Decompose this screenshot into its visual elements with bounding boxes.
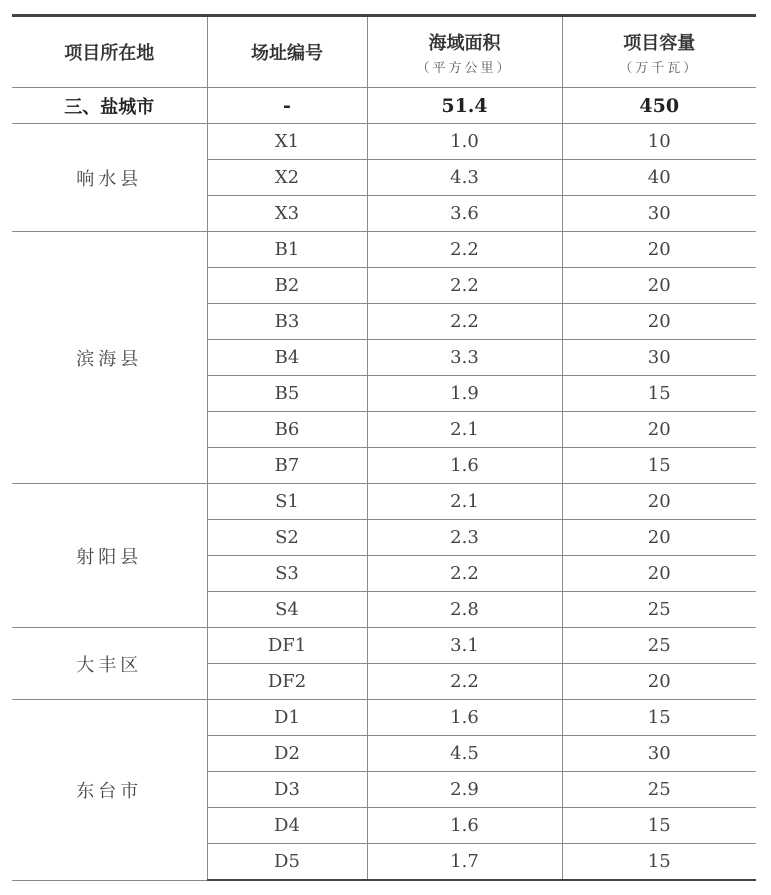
capacity-cell: 20 xyxy=(562,268,756,304)
site-id-cell: B7 xyxy=(207,448,367,484)
site-id-cell: B1 xyxy=(207,232,367,268)
sea-area-cell: 1.6 xyxy=(367,700,562,736)
sea-area-cell: 1.0 xyxy=(367,124,562,160)
site-id-cell: D2 xyxy=(207,736,367,772)
sea-area-cell: 2.1 xyxy=(367,412,562,448)
table-row xyxy=(12,232,756,268)
site-id-cell: D5 xyxy=(207,844,367,881)
sea-area-cell: 1.6 xyxy=(367,808,562,844)
header-capacity-unit: （万千瓦） xyxy=(619,60,700,76)
sea-area-cell: 2.2 xyxy=(367,664,562,700)
site-id-cell: B2 xyxy=(207,268,367,304)
sea-area-cell: 3.6 xyxy=(367,196,562,232)
sea-area-cell: 2.9 xyxy=(367,772,562,808)
site-id-cell: D1 xyxy=(207,700,367,736)
county-cell: 响水县 xyxy=(12,124,207,232)
site-id-cell: DF1 xyxy=(207,628,367,664)
header-location: 项目所在地 xyxy=(12,16,207,88)
sea-area-cell: 1.7 xyxy=(367,844,562,881)
header-row xyxy=(12,16,756,88)
table-row xyxy=(12,124,756,160)
capacity-cell: 15 xyxy=(562,808,756,844)
capacity-cell: 40 xyxy=(562,160,756,196)
capacity-cell: 15 xyxy=(562,844,756,881)
header-capacity: 项目容量 （万千瓦） xyxy=(562,16,756,88)
capacity-cell: 30 xyxy=(562,196,756,232)
site-id-cell: X2 xyxy=(207,160,367,196)
sea-area-cell: 2.8 xyxy=(367,592,562,628)
sea-area-cell: 4.3 xyxy=(367,160,562,196)
county-cell: 射阳县 xyxy=(12,484,207,628)
summary-site-id: - xyxy=(207,88,367,124)
summary-capacity: 450 xyxy=(562,88,756,124)
site-id-cell: S4 xyxy=(207,592,367,628)
capacity-cell: 20 xyxy=(562,484,756,520)
capacity-cell: 15 xyxy=(562,376,756,412)
site-id-cell: D3 xyxy=(207,772,367,808)
header-site-id: 场址编号 xyxy=(207,16,367,88)
site-id-cell: B5 xyxy=(207,376,367,412)
table-row xyxy=(12,484,756,520)
capacity-cell: 20 xyxy=(562,304,756,340)
sea-area-cell: 2.2 xyxy=(367,232,562,268)
table-row xyxy=(12,628,756,664)
sea-area-cell: 2.2 xyxy=(367,304,562,340)
sea-area-cell: 1.6 xyxy=(367,448,562,484)
header-sea-area: 海域面积 （平方公里） xyxy=(367,16,562,88)
capacity-cell: 20 xyxy=(562,520,756,556)
site-id-cell: X3 xyxy=(207,196,367,232)
capacity-cell: 25 xyxy=(562,772,756,808)
capacity-cell: 15 xyxy=(562,448,756,484)
capacity-cell: 25 xyxy=(562,628,756,664)
summary-location: 三、盐城市 xyxy=(12,88,207,124)
site-id-cell: B6 xyxy=(207,412,367,448)
capacity-cell: 30 xyxy=(562,736,756,772)
sea-area-cell: 2.1 xyxy=(367,484,562,520)
site-id-cell: B4 xyxy=(207,340,367,376)
sea-area-cell: 3.3 xyxy=(367,340,562,376)
sea-area-cell: 2.2 xyxy=(367,268,562,304)
county-cell: 大丰区 xyxy=(12,628,207,700)
capacity-cell: 25 xyxy=(562,592,756,628)
sea-area-cell: 2.3 xyxy=(367,520,562,556)
capacity-cell: 10 xyxy=(562,124,756,160)
capacity-cell: 20 xyxy=(562,664,756,700)
sea-area-cell: 3.1 xyxy=(367,628,562,664)
capacity-cell: 30 xyxy=(562,340,756,376)
data-table-container xyxy=(12,14,756,881)
capacity-cell: 20 xyxy=(562,412,756,448)
sea-area-cell: 4.5 xyxy=(367,736,562,772)
site-id-cell: S2 xyxy=(207,520,367,556)
offshore-wind-site-table xyxy=(12,14,756,881)
summary-row xyxy=(12,88,756,124)
summary-sea-area: 51.4 xyxy=(367,88,562,124)
site-id-cell: X1 xyxy=(207,124,367,160)
site-id-cell: S1 xyxy=(207,484,367,520)
sea-area-cell: 1.9 xyxy=(367,376,562,412)
sea-area-cell: 2.2 xyxy=(367,556,562,592)
capacity-cell: 20 xyxy=(562,232,756,268)
table-row xyxy=(12,700,756,736)
site-id-cell: D4 xyxy=(207,808,367,844)
county-cell: 东台市 xyxy=(12,700,207,881)
county-cell: 滨海县 xyxy=(12,232,207,484)
header-sea-area-unit: （平方公里） xyxy=(416,60,513,76)
capacity-cell: 20 xyxy=(562,556,756,592)
site-id-cell: DF2 xyxy=(207,664,367,700)
site-id-cell: B3 xyxy=(207,304,367,340)
capacity-cell: 15 xyxy=(562,700,756,736)
site-id-cell: S3 xyxy=(207,556,367,592)
